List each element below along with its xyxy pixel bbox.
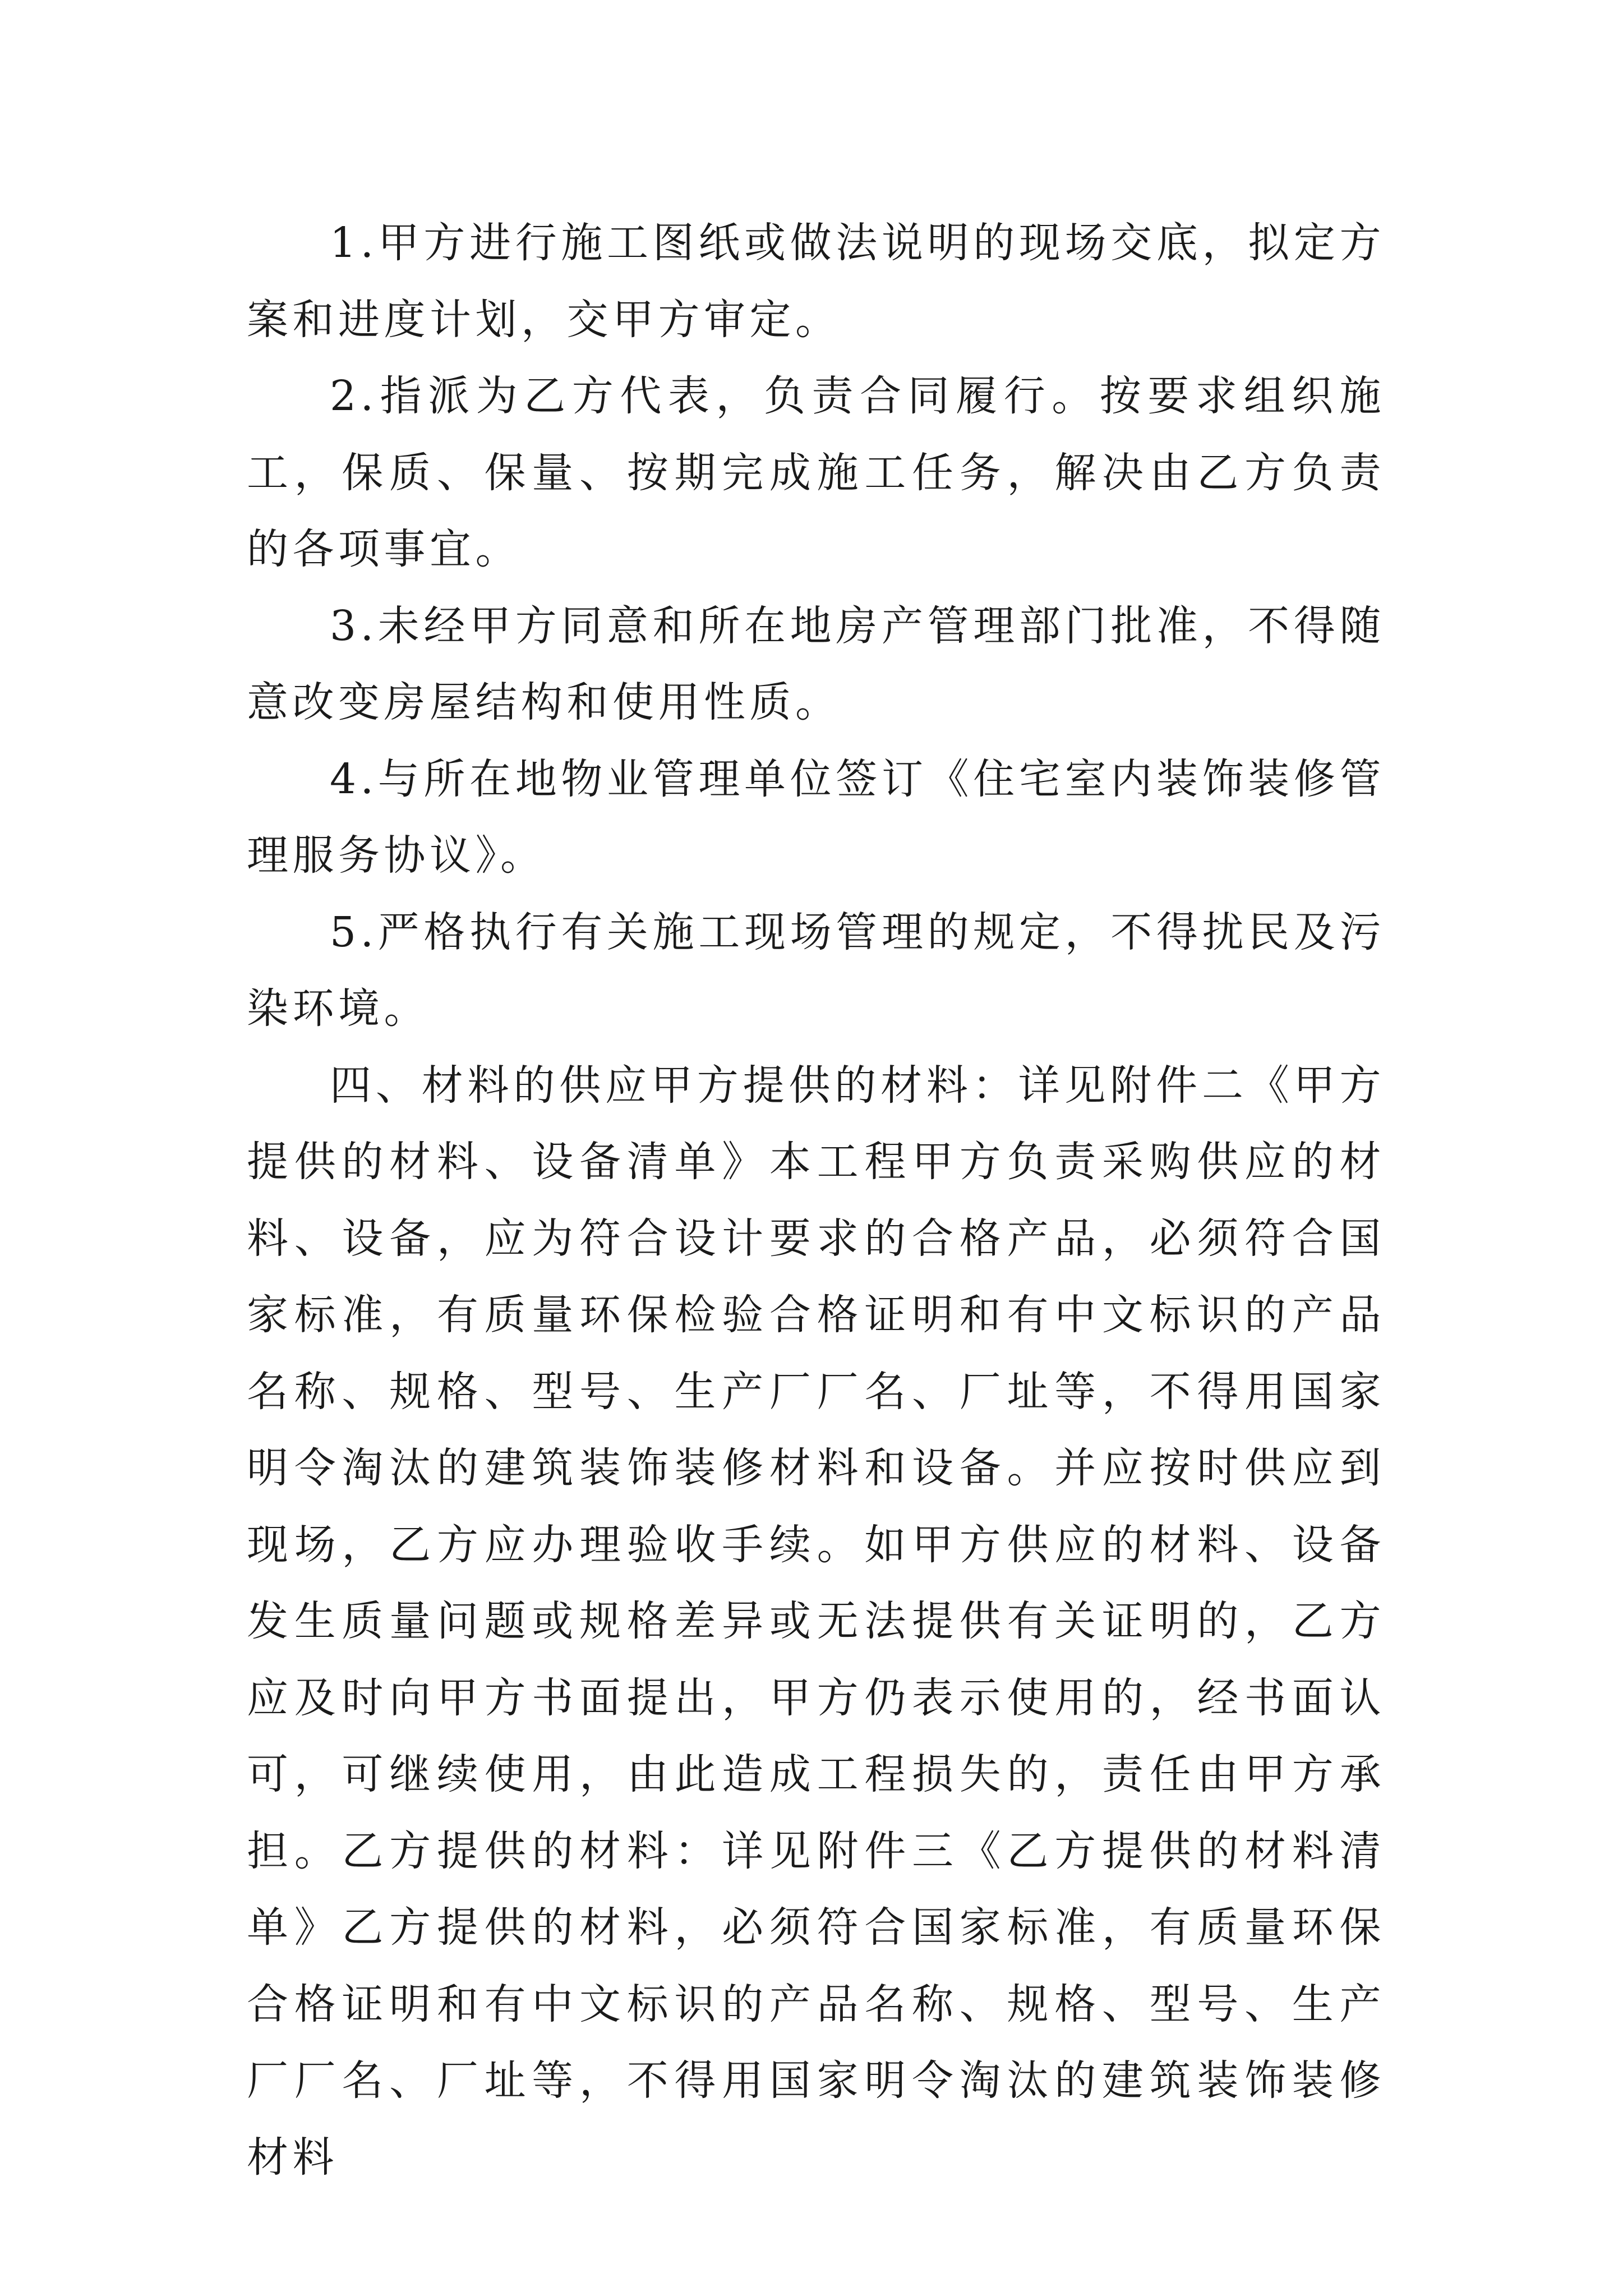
- paragraph-4: 4.与所在地物业管理单位签订《住宅室内装饰装修管理服务协议》。: [247, 754, 1385, 880]
- document-body: [247, 205, 1385, 2196]
- paragraph-materials: 四、材料的供应甲方提供的材料：详见附件二《甲方提供的材料、设备清单》本工程甲方负责采购供应的材料、设备，应为符合设计要求的合格产品，必须符合国家标准，有质量环保检验合格证明和有中文标识的产品名称、规格、型号、生产厂厂名、厂址等，不得用国家明令淘汰的建筑装饰装修材料和设备。并应按时供应到现场，乙方应办理验收手续。如甲方供应的材料、设备发生质量问题或规格差异或无法提供有关证明的，乙方应及时向甲方书面提出，甲方仍表示使用的，经书面认可，可继续使用，由此造成工程损失的，责任由甲方承担。乙方提供的材料：详见附件三《乙方提供的材料清单》乙方提供的材料，必须符合国家标准，有质量环保合格证明和有中文标识的产品名称、规格、型号、生产厂厂名、厂址等，不得用国家明令淘汰的建筑装饰装修材料: [247, 1061, 1385, 2182]
- paragraph-1: 1.甲方进行施工图纸或做法说明的现场交底，拟定方案和进度计划，交甲方审定。: [247, 219, 1385, 344]
- paragraph-2: 2.指派为乙方代表，负责合同履行。按要求组织施工，保质、保量、按期完成施工任务，解决由乙方负责的各项事宜。: [247, 372, 1385, 573]
- paragraph-3: 3.未经甲方同意和所在地房产管理部门批准，不得随意改变房屋结构和使用性质。: [247, 601, 1385, 726]
- paragraph-5: 5.严格执行有关施工现场管理的规定，不得扰民及污染环境。: [247, 908, 1385, 1033]
